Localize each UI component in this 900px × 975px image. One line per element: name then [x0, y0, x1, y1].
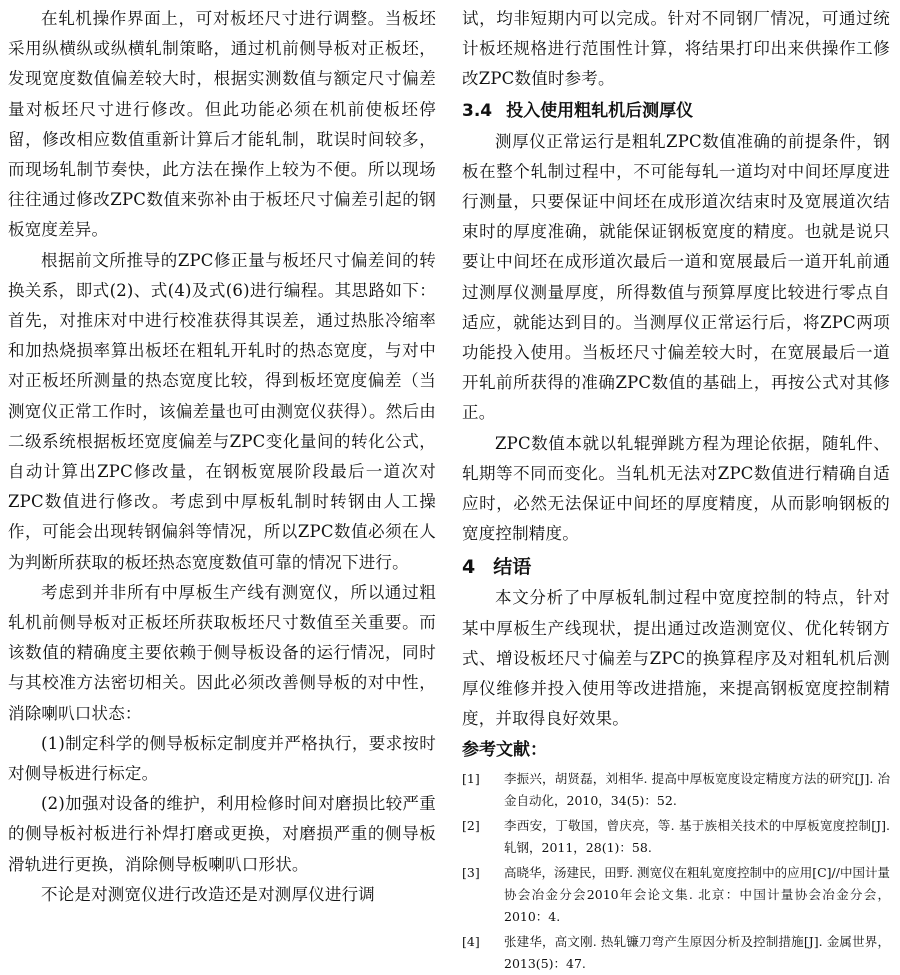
reference-text: 张建华，高文刚. 热轧镰刀弯产生原因分析及控制措施[J]. 金属世界，2013(5)：47.	[504, 934, 890, 972]
reference-number: [2]	[462, 818, 480, 834]
right-column	[462, 4, 892, 972]
body-paragraph: 在轧机操作界面上，可对板坯尺寸进行调整。当板坯采用纵横纵或纵横轧制策略，通过机前侧导板对正板坯，发现宽度数值偏差较大时，根据实测数值与额定尺寸偏差量对板坯尺寸进行修改。但此功能必须在机前使板坯停留，修改相应数值重新计算后才能轧制，耽误时间较多，而现场轧制节奏快，此方法在操作上较为不便。所以现场往往通过修改ZPC数值来弥补由于板坯尺寸偏差引起的钢板宽度差异。	[8, 9, 436, 240]
section-title: 结语	[493, 556, 532, 579]
section-3-4-heading	[462, 96, 890, 126]
body-paragraph: ZPC数值本就以轧辊弹跳方程为理论依据，随轧件、轧期等不同而变化。当轧机无法对ZPC数值进行精确自适应时，必然无法保证中间坯的厚度精度，从而影响钢板的宽度控制精度。	[462, 433, 890, 544]
body-paragraph: 测厚仪正常运行是粗轧ZPC数值准确的前提条件，钢板在整个轧制过程中，不可能每轧一道均对中间坯厚度进行测量，只要保证中间坯在成形道次结束时及宽展道次结束时的厚度准确，就能保证钢板宽度的精度。也就是说只要让中间坯在成形道次最后一道和宽展最后一道开轧前通过测厚仪测量厚度，所得数值与预算厚度比较进行零点自适应，就能达到目的。当测厚仪正常运行后，将ZPC两项功能投入使用。当板坯尺寸偏差较大时，在宽展最后一道开轧前所获得的准确ZPC数值的基础上，再按公式对其修正。	[462, 131, 890, 423]
list-item-2: (2)加强对设备的维护，利用检修时间对磨损比较严重的侧导板衬板进行补焊打磨或更换，对磨损严重的侧导板滑轨进行更换，消除侧导板喇叭口形状。	[8, 794, 436, 874]
section-4-heading	[462, 551, 890, 583]
continuation-paragraph: 试，均非短期内可以完成。针对不同钢厂情况，可通过统计板坯规格进行范围性计算，将结果打印出来供操作工修改ZPC数值时参考。	[462, 9, 890, 89]
reference-item	[462, 815, 890, 859]
reference-item	[462, 931, 890, 975]
reference-text: 高晓华，汤建民，田野. 测宽仪在粗轧宽度控制中的应用[C]//中国计量协会冶金分会2010年会论文集. 北京：中国计量协会冶金分会，2010：4.	[504, 865, 890, 925]
left-column	[6, 4, 436, 953]
reference-item	[462, 862, 890, 928]
section-number: 3.4	[462, 100, 493, 121]
list-item-1: (1)制定科学的侧导板标定制度并严格执行，要求按时对侧导板进行标定。	[8, 733, 436, 784]
reference-number: [3]	[462, 865, 480, 881]
conclusion-paragraph: 本文分析了中厚板轧制过程中宽度控制的特点，针对某中厚板生产线现状，提出通过改造测宽仪、优化转钢方式、增设板坯尺寸偏差与ZPC的换算程序及对粗轧机后测厚仪维修并投入使用等改进措施，来提高钢板宽度控制精度，并取得良好效果。	[462, 588, 890, 729]
body-paragraph: 不论是对测宽仪进行改造还是对测厚仪进行调	[41, 884, 375, 904]
reference-list	[462, 768, 890, 975]
reference-text: 李西安，丁敬国，曾庆亮，等. 基于族相关技术的中厚板宽度控制[J]. 轧钢，2011，28(1)：58.	[504, 818, 890, 856]
section-number: 4	[462, 556, 476, 579]
body-paragraph: 根据前文所推导的ZPC修正量与板坯尺寸偏差间的转换关系，即式(2)、式(4)及式(6)进行编程。其思路如下：首先，对推床对中进行校准获得其误差，通过热胀冷缩率和加热烧损率算出板坯在粗轧开轧时的热态宽度，与对中对正板坯所测量的热态宽度比较，得到板坯宽度偏差（当测宽仪正常工作时，该偏差量也可由测宽仪获得）。然后由二级系统根据板坯宽度偏差与ZPC变化量间的转化公式，自动计算出ZPC修改量，在钢板宽展阶段最后一道次对ZPC数值进行修改。考虑到中厚板轧制时转钢由人工操作，可能会出现转钢偏斜等情况，所以ZPC数值必须在人为判断所获取的板坯热态宽度数值可靠的情况下进行。	[8, 250, 436, 572]
reference-text: 李振兴，胡贤磊，刘相华. 提高中厚板宽度设定精度方法的研究[J]. 冶金自动化，2010，34(5)：52.	[504, 771, 890, 809]
reference-number: [4]	[462, 934, 480, 950]
reference-number: [1]	[462, 771, 480, 787]
reference-item	[462, 768, 890, 812]
body-paragraph: 考虑到并非所有中厚板生产线有测宽仪，所以通过粗轧机前侧导板对正板坯所获取板坯尺寸数值至关重要。而该数值的精确度主要依赖于侧导板设备的运行情况，同时与其校准方法密切相关。因此必须改善侧导板的对中性，消除喇叭口状态：	[8, 582, 436, 723]
references-heading: 参考文献：	[462, 740, 547, 761]
section-title: 投入使用粗轧机后测厚仪	[506, 100, 694, 121]
